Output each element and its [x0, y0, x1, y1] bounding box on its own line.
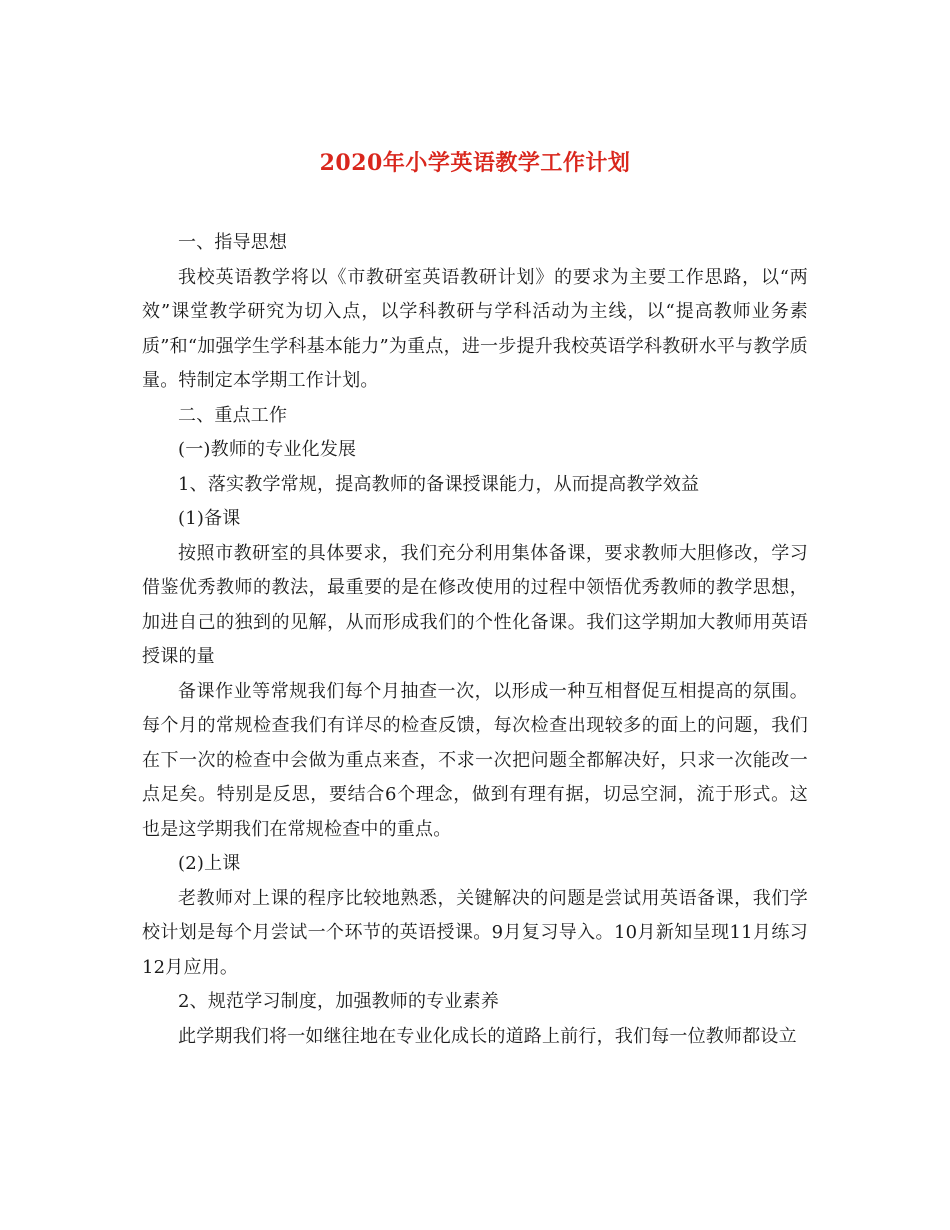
paragraph-lesson-prep: 按照市教研室的具体要求，我们充分利用集体备课，要求教师大胆修改，学习借鉴优秀教师的教法，最重要的是在修改使用的过程中领悟优秀教师的教学思想，加进自己的独到的见解，从而形成我们的个性化备课。我们这学期加大教师用英语授课的量 — [142, 542, 808, 667]
paragraph-routine-check: 备课作业等常规我们每个月抽查一次，以形成一种互相督促互相提高的氛围。每个月的常规检查我们有详尽的检查反馈，每次检查出现较多的面上的问题，我们在下一次的检查中会做为重点来查，不求一次把问题全都解决好，只求一次能改一点足矣。特别是反思，要结合6个理念，做到有理有据，切忌空洞，流于形式。这也是这学期我们在常规检查中的重点。 — [142, 680, 808, 840]
paragraph-class: 老教师对上课的程序比较地熟悉，关键解决的问题是尝试用英语备课，我们学校计划是每个月尝试一个环节的英语授课。9月复习导入。10月新知呈现11月练习12月应用。 — [142, 887, 808, 978]
subitem-class: (2)上课 — [178, 853, 241, 874]
subitem-lesson-prep: (1)备课 — [178, 508, 241, 529]
heading-guiding-ideology: 一、指导思想 — [178, 232, 288, 253]
item-teaching-routine: 1、落实教学常规，提高教师的备课授课能力，从而提高教学效益 — [178, 473, 700, 495]
item-study-system: 2、规范学习制度，加强教师的专业素养 — [178, 991, 500, 1012]
subheading-teacher-development: (一)教师的专业化发展 — [178, 439, 357, 460]
heading-key-work: 二、重点工作 — [178, 404, 288, 426]
document-body — [142, 226, 808, 1054]
paragraph-study-system: 此学期我们将一如继往地在专业化成长的道路上前行，我们每一位教师都设立 — [178, 1025, 797, 1047]
paragraph-guiding-ideology: 我校英语教学将以《市教研室英语教研计划》的要求为主要工作思路，以“两效”课堂教学研究为切入点，以学科教研与学科活动为主线，以“提高教师业务素质”和“加强学生学科基本能力”为重点，进一步提升我校英语学科教研水平与教学质量。特制定本学期工作计划。 — [142, 266, 808, 391]
document-title: 2020年小学英语教学工作计划 — [319, 150, 631, 176]
